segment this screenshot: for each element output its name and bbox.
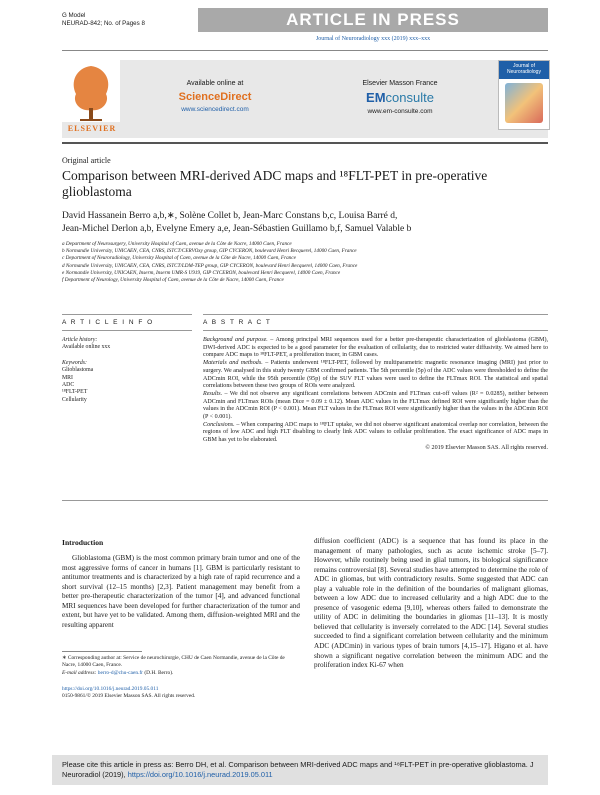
background-label: Background and purpose.	[203, 337, 268, 343]
ref-line: NEURAD-842; No. of Pages 8	[62, 20, 145, 27]
citation-doi-link[interactable]: https://doi.org/10.1016/j.neurad.2019.05.011	[127, 770, 273, 779]
em-consulte-logo	[330, 90, 470, 105]
abstract-body	[203, 337, 548, 453]
citation-text	[62, 760, 542, 780]
methods-label: Materials and methods.	[203, 360, 263, 367]
affiliation: c Department of Neuroradiology, University Hospital of Caen, avenue de la Côte de Nacre, 14000 Caen, France	[62, 255, 296, 262]
elsevier-wordmark: ELSEVIER	[67, 124, 117, 133]
article-type: Original article	[62, 156, 111, 165]
left-column	[62, 554, 300, 630]
abstract-top-rule	[203, 314, 548, 315]
keywords-label: Keywords:	[62, 359, 87, 366]
journal-cover-thumbnail	[498, 60, 550, 130]
authors-line-1: David Hassanein Berro a,b,∗, Solène Collet b, Jean-Marc Constans b,c, Louisa Barré d,	[62, 211, 398, 221]
journal-line[interactable]: Journal of Neuroradiology xxx (2019) xxx–xxx	[315, 36, 431, 42]
article-info-heading: A R T I C L E I N F O	[62, 319, 154, 326]
conclusions-text: – When comparing ADC maps to ¹⁸FLT uptake, we did not observe significant anatomical overlap nor correlation, between the regions of low ADC and high FLT disabling to clearly link ADC values to cellular proliferation. The exact significance of ADC maps in GBM has yet to be elaborated.	[203, 421, 548, 444]
citation-body: Please cite this article in press as: Berro DH, et al. Comparison between MRI-derived ADC maps and ¹⁸FLT-PET in pre-operative glioblastoma. J Neuroradiol (2019),	[62, 760, 534, 779]
results-text: – We did not observe any significant correlations between ADCmin and FLTmax cut-off values (R² = 0.0285), neither between ADCmin and FLTmax ROIs (mean Dice = 0.09 ± 0.12). Mean ADC values in the FLTmax defined ROI were significantly higher than the values in the ADCmin ROI (P < 0.001). Mean FLT values in the FLTmax ROI were significantly higher than the values in the ADCmin ROI (P < 0.001).	[203, 390, 548, 421]
keyword: MRI	[62, 374, 73, 381]
keyword: ADC	[62, 382, 75, 389]
abstract-methods	[203, 360, 548, 391]
em-consulte-block	[330, 80, 470, 115]
masthead	[62, 60, 548, 138]
article-title: Comparison between MRI-derived ADC maps and ¹⁸FLT-PET in pre-operative glioblastoma	[62, 168, 488, 199]
footnote-rule	[62, 651, 142, 652]
results-label: Results.	[203, 390, 223, 397]
issn-line: 0150-9861/© 2019 Elsevier Masson SAS. All rights reserved.	[62, 693, 196, 700]
article-info	[62, 314, 192, 404]
sciencedirect-logo: ScienceDirect	[178, 91, 252, 103]
elsevier-tree-logo-icon	[62, 58, 120, 132]
history-value: Available online xxx	[62, 344, 111, 351]
introduction-heading: Introduction	[62, 538, 104, 547]
background-text: – Among principal MRI sequences used for a better pre-therapeutic characterization of glioblastoma (GBM), DWI-derived ADC is expected to be a good parameter for the evaluation of cellularity, due to restricted water diffusivity. We aimed here to compare ADC maps to ¹⁸FLT-PET, a proliferation tracer, in GBM cases.	[203, 337, 548, 359]
masthead-top-rule	[62, 50, 548, 51]
footnote	[62, 655, 300, 677]
doi-block	[62, 686, 362, 701]
right-column	[314, 537, 548, 671]
methods-text: – Patients underwent ¹⁸FLT-PET, followed by multiparametric magnetic resonance imaging (MRI) just prior to surgery. We analysed in this study twenty GBM confirmed patients. The 5th percentile (5p) of the ADC values were thresholded to define the ADCmin ROI, while the 95th percentile (95p) of the SUV FLT values were used to define the FLTmax ROI. The statistical and spatial correlations between these two groups of ROIs were analyzed.	[203, 360, 548, 390]
conclusions-label: Conclusions.	[203, 421, 235, 428]
affiliation: e Normandie University, UNICAEN, Inserm, Inserm UMR-S U919, GIP CYCERON, boulevard Henri Becquerel, 14000 Caen, France	[62, 269, 341, 276]
available-online-label: Available online at	[186, 80, 244, 87]
copyright-line: © 2019 Elsevier Masson SAS. All rights reserved.	[425, 444, 548, 451]
abstract-results	[203, 391, 548, 422]
email-line	[62, 670, 300, 677]
doi-link[interactable]: https://doi.org/10.1016/j.neurad.2019.05.011	[62, 686, 159, 692]
authors-line-2: Jean-Michel Derlon a,b, Evelyne Emery a,e, Jean-Sébastien Guillamo b,f, Samuel Valable b	[62, 224, 412, 234]
intro-paragraph: Glioblastoma (GBM) is the most common primary brain tumor and one of the most aggressive forms of cancer in humans [1]. GBM is particularly resistant to antitumor treatments and is characterized by a high rate of rapid recurrence and a short survival (12–15 months) [2,3]. Patient management may benefit from a better pre-therapeutic characterization of the tumor [4], and advanced functional MRI sequences have been developed for further characterization of the tumor and extent, but have yet to be validated. Among them, diffusion-weighted MRI and the resulting apparent	[62, 554, 300, 629]
email-suffix: (D.H. Berro).	[142, 669, 174, 676]
keyword: Glioblastoma	[62, 367, 94, 374]
cover-art-image	[505, 83, 543, 123]
em-logo-consulte: consulte	[385, 90, 434, 105]
model-line: G Model	[62, 12, 86, 19]
affiliation: f Department of Neurology, University Hospital of Caen, avenue de la Côte de Nacre, 14000 Caen, France	[62, 277, 284, 284]
affiliation: b Normandie University, UNICAEN, CEA, CNRS, ISTCT/CERVOxy group, GIP CYCERON, boulevard Henri Becquerel, 14000 Caen, France	[62, 248, 357, 255]
affiliations	[62, 241, 548, 284]
masthead-bottom-rule	[62, 142, 548, 144]
abstract	[203, 314, 548, 453]
abstract-heading: A B S T R A C T	[203, 319, 272, 326]
abstract-rule	[203, 330, 548, 331]
history-label: Article history:	[62, 337, 98, 343]
email-label: E-mail address:	[62, 669, 97, 676]
abstract-end-rule	[62, 500, 548, 501]
keyword: ¹⁸FLT-PET	[62, 389, 88, 396]
sciencedirect-block	[150, 80, 280, 113]
article-info-top-rule	[62, 314, 192, 315]
intro-continued-paragraph: diffusion coefficient (ADC) is a sequence that has found its place in the management of many pathologies, such as acute ischemic stroke [5–7]. However, while routinely being used in glial tumors, its biological significance remains controversial [8]. Several studies have attempted to determine the role of ADC in gliomas, but with contradictory results. Some suggested that ADC can play a valuable role in the definition of the boundaries of malignant gliomas, between a low ADC due to increased cellularity and a high ADC due to the presence of vasogenic edema [9,10], whereas others failed to demonstrate the utility of ADC in delimiting the boundaries in gliomas [11–13]. It is mostly believed that cellularity is inversely correlated to the ADC [14]. Several studies succeeded to find a significant correlation between cellularity and the minimum ADC (ADCmin) in various types of brain tumors [4,15–17]. Higano et al. have shown a significant negative correlation between the minimum ADC and the proliferation index Ki-67 when	[314, 537, 548, 670]
email-link[interactable]: berro-d@chu-caen.fr	[97, 669, 143, 676]
affiliation: d Normandie University, UNICAEN, CEA, CNRS, ISTCT/LDM-TEP group, GIP CYCERON, boulevard Henri Becquerel, 14000 Caen, France	[62, 262, 358, 269]
header-meta	[62, 12, 145, 28]
affiliation: a Department of Neurosurgery, University Hospital of Caen, avenue de la Côte de Nacre, 14000 Caen, France	[62, 241, 292, 247]
article-in-press-banner: ARTICLE IN PRESS	[198, 8, 548, 32]
abstract-conclusions	[203, 422, 548, 445]
authors	[62, 210, 548, 236]
em-publisher: Elsevier Masson France	[362, 80, 438, 87]
cover-title: Journal of Neuroradiology	[499, 61, 549, 79]
sciencedirect-link[interactable]: www.sciencedirect.com	[181, 106, 249, 113]
abstract-background	[203, 337, 548, 360]
keyword: Cellularity	[62, 396, 87, 403]
em-consulte-link[interactable]: www.em-consulte.com	[367, 108, 433, 115]
corresponding-author: ∗ Corresponding author at: Service de neurochirurgie, CHU de Caen Normandie, avenue de la Côte de Nacre, 14000 Caen, France.	[62, 655, 285, 669]
article-history	[62, 337, 192, 404]
em-logo-em: EM	[366, 90, 386, 105]
article-info-rule	[62, 330, 192, 331]
